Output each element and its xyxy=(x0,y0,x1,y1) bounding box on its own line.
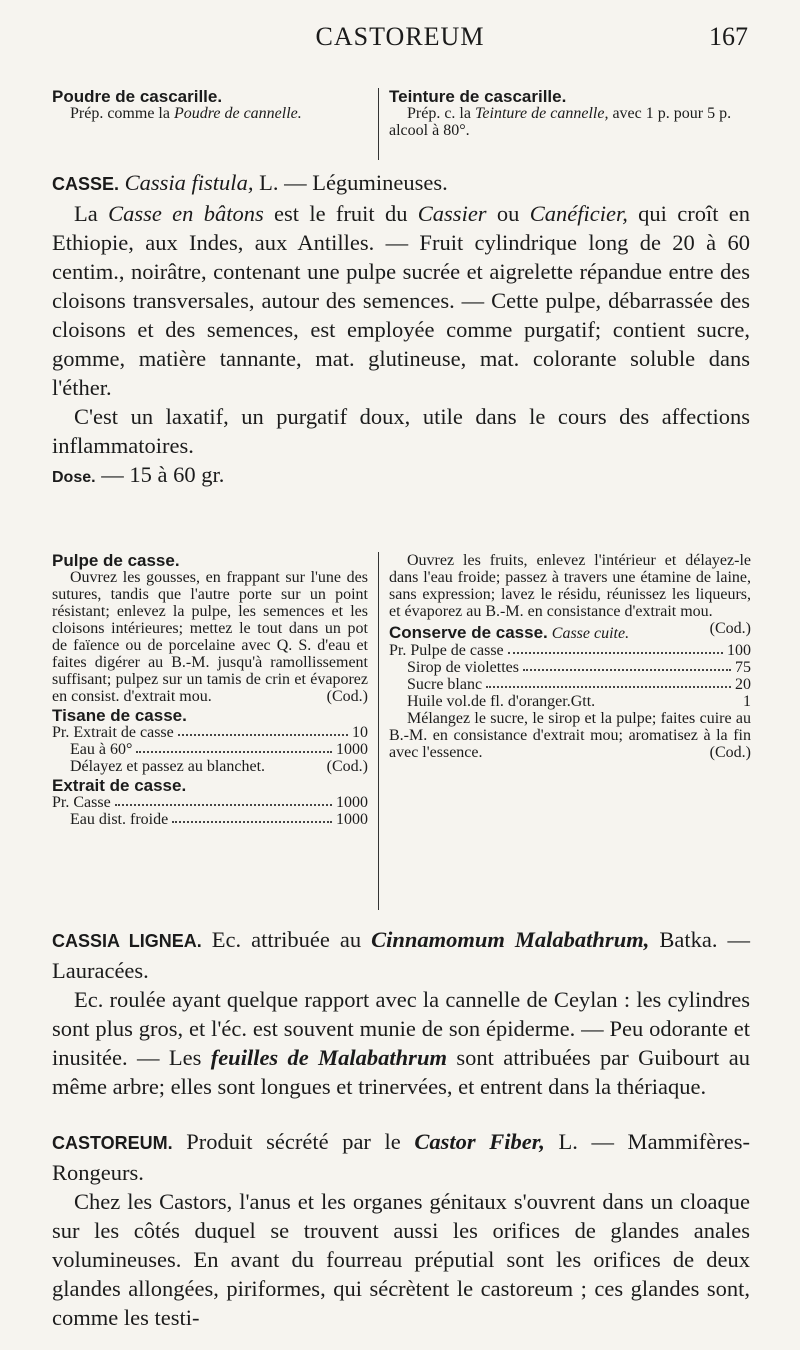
castoreum-text: Produit sécrété par le xyxy=(172,1129,415,1154)
casse-term: Canéficier, xyxy=(529,201,628,226)
ingredient-qty: 1000 xyxy=(336,811,368,828)
cassia-text: sont attribuées par Guibourt au même arbre; elles sont longues et trinervées, et entrent dans la thériaque. xyxy=(52,1045,750,1099)
poudre-block xyxy=(52,88,368,122)
ingredient-label: Pr. Extrait de casse xyxy=(52,724,174,741)
cassia-text: Ec. attribuée au xyxy=(201,927,372,952)
conserve-ingredient xyxy=(389,659,751,676)
ingredient-label: Eau à 60° xyxy=(70,741,133,758)
pulpe-text: Ouvrez les gousses, en frappant sur l'une des sutures, tandis que l'autre porte sur un point résistant; enlevez la pulpe, les semences et les cloisons intérieures; mettez le tout dans un pot de faïence ou de porcelaine avec Q. S. d'eau et faites digérer au B.-M. jusqu'à ramollissement suffisant; pulpez sur un tamis de crin et évaporez en consist. d'extrait mou. xyxy=(52,569,368,705)
ingredient-label: Sirop de violettes xyxy=(407,659,519,676)
recipes-right xyxy=(378,552,751,910)
conserve-ingredient xyxy=(389,676,751,693)
ingredient-qty: 10 xyxy=(352,724,368,741)
casse-term: Cassier xyxy=(417,201,487,226)
conserve-ingredient xyxy=(389,693,751,710)
poudre-ref: Poudre de cannelle. xyxy=(173,105,302,122)
extrait-heading: Extrait de casse. xyxy=(52,776,187,795)
cassia-family: Batka. — Lauracées. xyxy=(52,927,750,983)
tisane-source: (Cod.) xyxy=(326,758,368,775)
casse-text: qui croît en Ethiopie, aux Indes, aux Antilles. — Fruit cylindrique long de 20 à 60 centim., noirâtre, contenant une pulpe sucrée et aigrelette répandue entre des cloisons transversales, autour des semences. — Cette pulpe, débarrassée des cloisons et des semences, est employée comme purgatif; contient sucre, gomme, matière tannante, mat. glutineuse, mat. colorante soluble dans l'éther. xyxy=(52,201,751,400)
castoreum-lead: CASTOREUM. xyxy=(52,1133,173,1153)
recipe-columns xyxy=(52,551,751,912)
conserve-source: (Cod.) xyxy=(709,744,751,761)
teinture-heading: Teinture de cascarille. xyxy=(389,87,567,106)
recipes-left xyxy=(52,552,368,828)
ingredient-qty: 75 xyxy=(735,659,751,676)
extrait-ingredient xyxy=(52,794,368,811)
castoreum-entry xyxy=(52,1127,750,1332)
poudre-heading: Poudre de cascarille. xyxy=(52,87,223,106)
casse-family: L. — Légumineuses. xyxy=(253,170,448,195)
top-columns xyxy=(52,88,742,158)
cassia-term: feuilles de Malabathrum xyxy=(210,1045,447,1070)
ingredient-qty: 1 xyxy=(743,693,751,710)
extrait-ingredient xyxy=(52,811,368,828)
pulpe-source: (Cod.) xyxy=(326,688,368,705)
cassia-lead: CASSIA LIGNEA. xyxy=(52,931,202,951)
castoreum-family: L. — Mammifères-Rongeurs. xyxy=(52,1129,751,1185)
casse-text: ou xyxy=(486,201,530,226)
page-title: CASTOREUM xyxy=(315,22,485,51)
conserve-heading: Conserve de casse. xyxy=(389,623,548,642)
castoreum-latin: Castor Fiber, xyxy=(414,1129,545,1154)
extrait-text: Ouvrez les fruits, enlevez l'intérieur et délayez-le dans l'eau froide; passez à travers une étamine de laine, sans expression; lavez le résidu, réunissez les liqueurs, et évaporez au B.-M. en consistance d'extrait mou. xyxy=(389,552,751,620)
casse-text: La xyxy=(74,201,109,226)
casse-entry xyxy=(52,168,750,492)
casse-latin: Cassia fistula, xyxy=(124,170,254,195)
conserve-text: Mélangez le sucre, le sirop et la pulpe; faites cuire au B.-M. en consistance d'extrait mou; aromatisez à la fin avec l'essence. xyxy=(389,710,751,761)
casse-text: est le fruit du xyxy=(263,201,418,226)
conserve-sub: Casse cuite. xyxy=(551,625,630,642)
castoreum-text: Chez les Castors, l'anus et les organes génitaux s'ouvrent dans un cloaque sur les côtés duquel se trouvent aussi les orifices de glandes anales volumineuses. En avant du fourreau préputial sont les orifices de deux glandes allongées, piriformes, qui sécrètent le castoreum ; ces glandes sont, comme les testi- xyxy=(52,1189,750,1330)
tisane-ingredient xyxy=(52,741,368,758)
casse-lead: CASSE. xyxy=(52,174,120,194)
ingredient-qty: 1000 xyxy=(336,794,368,811)
ingredient-qty: 1000 xyxy=(336,741,368,758)
ingredient-label: Sucre blanc xyxy=(407,676,483,693)
running-header xyxy=(52,22,748,58)
ingredient-label: Huile vol.de fl. d'oranger.Gtt. xyxy=(407,693,596,710)
teinture-ref: Teinture de cannelle, xyxy=(474,105,609,122)
tisane-ingredient xyxy=(52,724,368,741)
cassia-latin: Cinnamomum Malabathrum, xyxy=(371,927,650,952)
ingredient-label: Pr. Casse xyxy=(52,794,111,811)
poudre-text: Prép. comme la xyxy=(70,105,174,122)
extrait-source: (Cod.) xyxy=(709,620,751,637)
cassia-entry xyxy=(52,925,750,1101)
conserve-ingredient xyxy=(389,642,751,659)
casse-term: Casse en bâtons xyxy=(108,201,264,226)
dose-label: Dose. xyxy=(52,469,96,486)
page-number: 167 xyxy=(709,22,748,51)
teinture-text-end: avec 1 p. pour 5 p. alcool à 80°. xyxy=(389,105,732,139)
tisane-heading: Tisane de casse. xyxy=(52,706,187,725)
ingredient-label: Pr. Pulpe de casse xyxy=(389,642,504,659)
casse-usage: C'est un laxatif, un purgatif doux, utile dans le cours des affections inflammatoires. xyxy=(52,404,750,458)
tisane-text: Délayez et passez au blanchet. xyxy=(70,758,266,775)
cassia-text: Ec. roulée ayant quelque rapport avec la cannelle de Ceylan : les cylindres sont plus gros, et l'éc. est souvent munie de son épiderme. — Peu odorante et inusitée. — Les xyxy=(52,987,750,1070)
ingredient-label: Eau dist. froide xyxy=(70,811,169,828)
ingredient-qty: 100 xyxy=(727,642,751,659)
teinture-block xyxy=(378,88,751,160)
teinture-text: Prép. c. la xyxy=(407,105,475,122)
dose-value: — 15 à 60 gr. xyxy=(95,462,225,487)
ingredient-qty: 20 xyxy=(735,676,751,693)
pulpe-heading: Pulpe de casse. xyxy=(52,551,180,570)
